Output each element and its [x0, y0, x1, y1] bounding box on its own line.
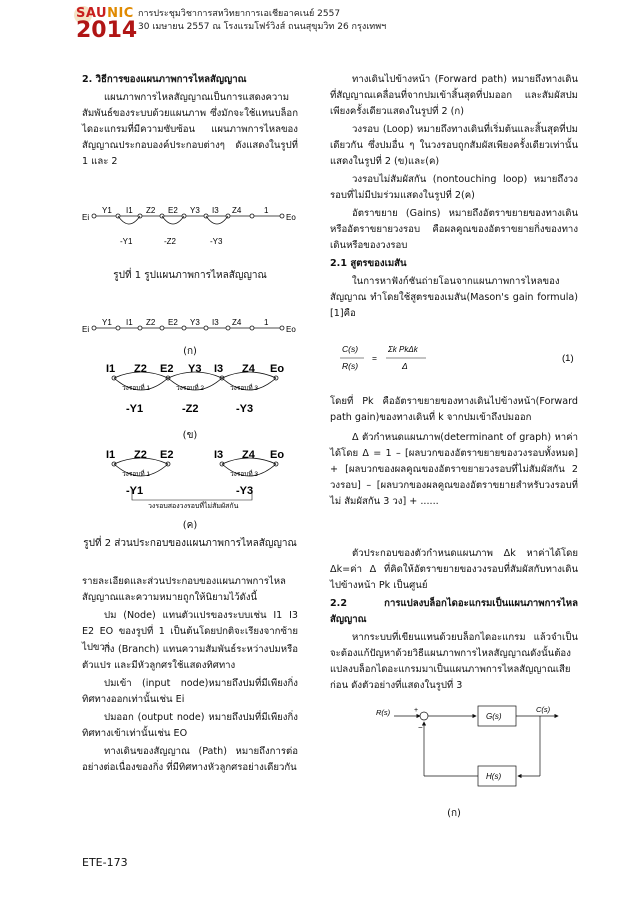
- conference-logo: [76, 6, 138, 46]
- branch-neg-y3: -Y3: [236, 403, 254, 415]
- branch-neg-y3: -Y3: [210, 237, 223, 246]
- output-c-label: C(s): [536, 705, 551, 714]
- branch-definition: กิ่ง (Branch) แทนความสัมพันธ์ระหว่างปมหรือตัวแปร และมีหัวลูกศรใช้แสดงทิศทาง: [82, 644, 298, 671]
- figure-2b-loops: [82, 360, 304, 420]
- block-g-label: G(s): [486, 712, 502, 721]
- node-eo: Eo: [270, 363, 285, 375]
- input-r-label: R(s): [376, 708, 391, 717]
- branch-one: 1: [264, 318, 269, 327]
- branch-z2: Z2: [146, 206, 156, 215]
- node-i3: I3: [214, 449, 224, 461]
- delta-k-definition: ตัวประกอบของตัวกำหนดแผนภาพ Δk หาค่าได้โดย Δk=ค่า Δ ที่คิดให้อัตราขยายของวงรอบที่สัมผัสกับทางเดินไปข้างหน้า Pk เป็นศูนย์: [330, 548, 578, 591]
- node-ei: Ei: [82, 325, 90, 334]
- loop-3-label: วงรอบที่ 3: [230, 385, 259, 392]
- branch-y1: Y1: [102, 318, 112, 327]
- branch-e2: E2: [168, 318, 178, 327]
- page-number: ETE-173: [82, 856, 128, 869]
- branch-one: 1: [264, 206, 269, 215]
- figure-3a-label: (ก): [447, 808, 461, 819]
- intro-paragraph: แผนภาพการไหลสัญญาณเป็นการแสดงความสัมพันธ์ของระบบด้วยแผนภาพ ซึ่งมักจะใช้แทนบล็อกไดอะแกรมที่มีความซับซ้อน แผนภาพการไหลของสัญญาณประกอบองค์ประกอบต่างๆ ดังแสดงในรูปที่ 1 และ 2: [82, 92, 298, 167]
- logo-year: 2014: [76, 18, 138, 43]
- pk-definition: โดยที่ Pk คืออัตราขยายของทางเดินไปข้างหน้า(Forward path gain)ของทางเดินที่ k จากปมเข้าถึงปมออก: [330, 396, 578, 423]
- figure-1-signal-flow-graph: [82, 196, 304, 246]
- figure-2c-nontouching-loops: [82, 446, 304, 512]
- header-line-1: การประชุมวิชาการสหวิทยาการเอเชียอาคเนย์ 2557: [138, 9, 341, 19]
- mason-paragraph: ในการหาฟังก์ชันถ่ายโอนจากแผนภาพการไหลของสัญญาณ ทำโดยใช้สูตรของเมสัน(Mason's gain formula) [1]คือ: [330, 276, 578, 319]
- branch-y3: Y3: [188, 363, 202, 375]
- loop-1-label: วงรอบที่ 1: [122, 385, 151, 392]
- equation-rhs-denominator: Δ: [402, 361, 408, 371]
- gain-definition: อัตราขยาย (Gains) หมายถึงอัตราขยายของทางเดินหรืออัตราขยายวงรอบ คือผลคูณของอัตราขยายกิ่งของทางเดินหรือของวงรอบ: [330, 208, 578, 251]
- node-i1: I1: [106, 449, 116, 461]
- equation-number: (1): [562, 353, 574, 364]
- branch-neg-y1: -Y1: [120, 237, 133, 246]
- output-node-definition: ปมออก (output node) หมายถึงปมที่มีเพียงกิ่งทิศทางเข้าเท่านั้นเช่น EO: [82, 712, 298, 739]
- nontouching-loops-label: วงรอบสองวงรอบที่ไม่สัมผัสกัน: [148, 503, 239, 510]
- logo-sau: SAU: [76, 6, 108, 21]
- branch-z2: Z2: [134, 363, 147, 375]
- branch-y3: Y3: [190, 318, 200, 327]
- equation-rhs-numerator: Σk PkΔk: [388, 345, 418, 354]
- section-2-1-title: 2.1 สูตรของเมสัน: [330, 258, 407, 269]
- conversion-paragraph: หากระบบที่เขียนแทนด้วยบล็อกไดอะแกรม แล้วจำเป็นจะต้องแก้ปัญหาด้วยวิธีแผนภาพการไหลสัญญาณดังนั้นต้องแปลงบล็อกไดอะแกรมมาเป็นแผนภาพการไหลสัญญาณเสียก่อน ดังตัวอย่างที่แสดงในรูปที่ 3: [330, 632, 578, 691]
- loop-3-label: วงรอบที่ 3: [230, 471, 259, 478]
- node-eo: Eo: [286, 213, 296, 222]
- node-definition: ปม (Node) แทนตัวแปรของระบบเช่น I1 I3 E2 EO ของรูปที่ 1 เป็นต้นโดยปกติจะเรียงจากซ้ายไปขวา: [82, 610, 298, 653]
- forward-path-definition: ทางเดินไปข้างหน้า (Forward path) หมายถึงทางเดินที่สัญญาณเคลื่อนที่จากปมเข้าสิ้นสุดที่ปมออก และสัมผัสปมเพียงครั้งเดียวแสดงในรูปที่ 2 (ก): [330, 74, 578, 117]
- figure-2c-label: (ค): [182, 520, 198, 531]
- figure-1-caption: รูปที่ 1 รูปแผนภาพการไหลสัญญาณ: [113, 270, 267, 281]
- summing-junction: [420, 712, 428, 720]
- input-node-definition: ปมเข้า (input node)หมายถึงปมที่มีเพียงกิ่งทิศทางออกเท่านั้นเช่น Ei: [82, 678, 298, 705]
- header-line-2: 30 เมษายน 2557 ณ โรงแรมโฟร์วิงส์ ถนนสุขุมวิท 26 กรุงเทพฯ: [138, 22, 387, 32]
- plus-sign: +: [414, 707, 419, 714]
- branch-z2: Z2: [134, 449, 147, 461]
- branch-y3: Y3: [190, 206, 200, 215]
- loop-1-label: วงรอบที่ 1: [122, 471, 151, 478]
- node-ei: Ei: [82, 213, 90, 222]
- branch-neg-y1: -Y1: [126, 403, 144, 415]
- detail-paragraph: รายละเอียดและส่วนประกอบของแผนภาพการไหลสัญญาณและความหมายถูกให้นิยามไว้ดังนี้: [82, 576, 286, 603]
- delta-definition: Δ ตัวกำหนดแผนภาพ(determinant of graph) หาค่าได้โดย Δ = 1 – [ผลบวกของอัตราขยายของวงรอบทั้งหมด] + [ผลบวกของผลคูณของอัตราขยายวงรอบที่ไม่สัมผัสกัน 2 วงรอบ] – [ผลบวกของผลคูณของอัตราขยายสำหรับวงรอบที่ไม่ สัมผัสกัน 3 วง] + ......: [330, 432, 578, 507]
- node-i1: I1: [106, 363, 116, 375]
- page-header: [138, 8, 386, 34]
- branch-e2: E2: [168, 206, 178, 215]
- branch-i1: I1: [126, 318, 133, 327]
- loop-definition: วงรอบ (Loop) หมายถึงทางเดินที่เริ่มต้นและสิ้นสุดที่ปมเดียวกัน ซึ่งปมอื่น ๆ ในวงรอบถูกสัมผัสเพียงครั้งเดียวเท่านั้นแสดงในรูปที่ 2 (ข)และ(ค): [330, 124, 578, 167]
- equation-lhs-numerator: C(s): [342, 344, 359, 354]
- branch-neg-z2: -Z2: [164, 237, 176, 246]
- branch-i3: I3: [212, 318, 219, 327]
- node-eo: Eo: [270, 449, 285, 461]
- figure-2-caption: รูปที่ 2 ส่วนประกอบของแผนภาพการไหลสัญญาณ: [83, 538, 297, 549]
- node-e2: E2: [160, 449, 174, 461]
- branch-z4: Z4: [242, 363, 255, 375]
- branch-i3: I3: [212, 206, 219, 215]
- branch-neg-y1: -Y1: [126, 485, 144, 497]
- figure-3a-block-diagram: [330, 700, 578, 800]
- branch-neg-y3: -Y3: [236, 485, 254, 497]
- loop-2-label: วงรอบที่ 2: [176, 385, 205, 392]
- equation-equals: =: [372, 353, 377, 363]
- equation-lhs-denominator: R(s): [342, 361, 359, 371]
- nontouching-loop-definition: วงรอบไม่สัมผัสกัน (nontouching loop) หมายถึงวงรอบที่ไม่มีปมร่วมแสดงในรูปที่ 2(ค): [330, 174, 578, 201]
- minus-sign: −: [418, 723, 423, 732]
- branch-z4: Z4: [232, 318, 242, 327]
- figure-2a-label: (ก): [183, 346, 197, 357]
- branch-z4: Z4: [242, 449, 255, 461]
- branch-y1: Y1: [102, 206, 112, 215]
- section-2-2-title: 2.2 การแปลงบล็อกไดอะแกรมเป็นแผนภาพการไหลสัญญาณ: [330, 598, 578, 625]
- mason-equation: [330, 336, 578, 386]
- block-h-label: H(s): [486, 772, 502, 781]
- figure-2b-label: (ข): [182, 430, 198, 441]
- node-eo: Eo: [286, 325, 296, 334]
- figure-2a-forward-path: [82, 312, 304, 342]
- logo-nic: NIC: [107, 6, 134, 21]
- section-2-title: 2. วิธีการของแผนภาพการไหลสัญญาณ: [82, 74, 247, 85]
- branch-neg-z2: -Z2: [182, 403, 199, 415]
- branch-i1: I1: [126, 206, 133, 215]
- node-e2: E2: [160, 363, 174, 375]
- branch-z4: Z4: [232, 206, 242, 215]
- branch-z2: Z2: [146, 318, 156, 327]
- path-definition: ทางเดินของสัญญาณ (Path) หมายถึงการต่ออย่างต่อเนื่องของกิ่ง ที่มีทิศทางหัวลูกศรอย่างเดียวกัน: [82, 746, 298, 773]
- node-i3: I3: [214, 363, 224, 375]
